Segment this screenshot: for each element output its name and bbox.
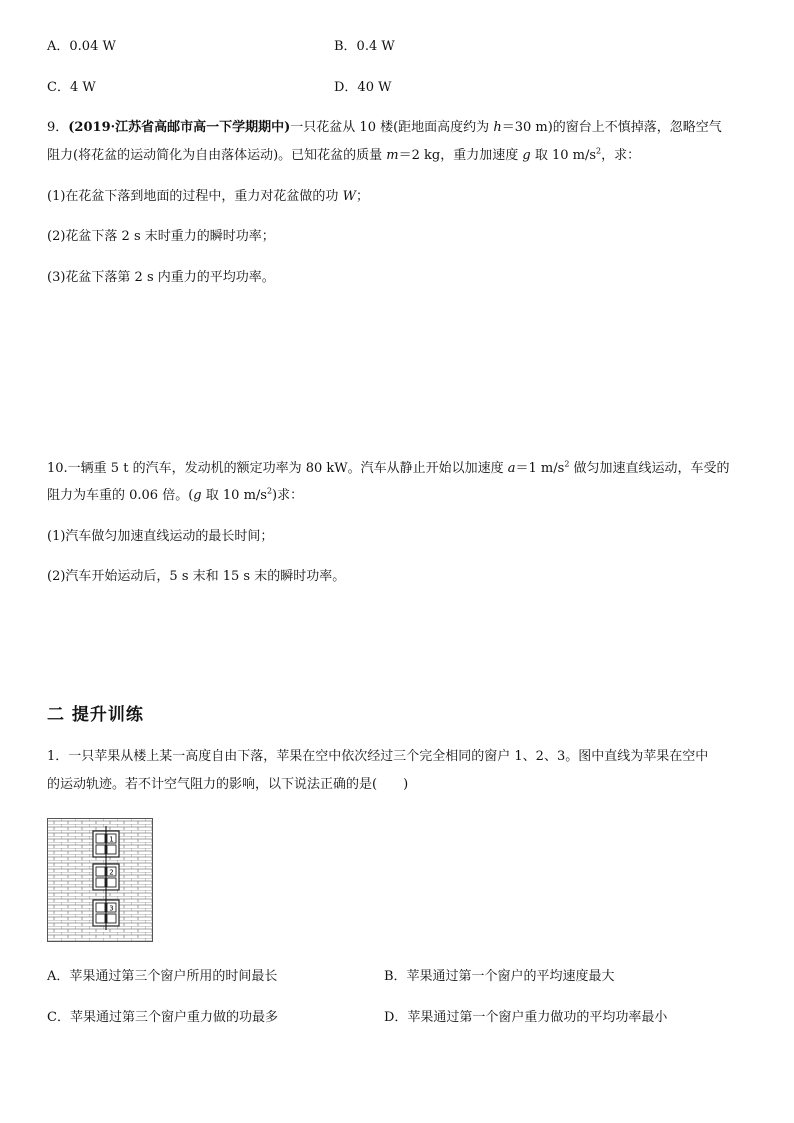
window-2-label: 2 bbox=[109, 868, 114, 877]
q10-sub-2: (2)汽车开始运动后，5 s 末和 15 s 末的瞬时功率。 bbox=[47, 569, 346, 584]
brick-wall-windows-figure bbox=[47, 818, 153, 942]
q8-option-d: D．40 W bbox=[334, 80, 392, 95]
q10-sub-1: (1)汽车做匀加速直线运动的最长时间； bbox=[47, 529, 274, 544]
q8-option-a: A．0.04 W bbox=[47, 39, 116, 54]
s2q1-option-c: C．苹果通过第三个窗户重力做的功最多 bbox=[47, 1010, 278, 1025]
q9-line-2: 阻力(将花盆的运动简化为自由落体运动)。已知花盆的质量 m＝2 kg，重力加速度 g 取 10 $m/s^2$，求： bbox=[47, 146, 641, 163]
q9-sub-2: (2)花盆下落 2 s 末时重力的瞬时功率； bbox=[47, 229, 275, 244]
q9-number: 9． bbox=[47, 120, 69, 135]
s2q1-option-d: D．苹果通过第一个窗户重力做功的平均功率最小 bbox=[384, 1010, 668, 1025]
q9-sub-1: (1)在花盆下落到地面的过程中，重力对花盆做的功 W； bbox=[47, 189, 369, 204]
q9-source: (2019·江苏省高邮市高一下学期期中) bbox=[68, 120, 291, 135]
q8-option-c: C．4 W bbox=[47, 80, 96, 95]
s2q1-line-1: 1．一只苹果从楼上某一高度自由下落，苹果在空中依次经过三个完全相同的窗户 1、2、3。图中直线为苹果在空中 bbox=[47, 749, 709, 764]
q9-sub-3: (3)花盆下落第 2 s 内重力的平均功率。 bbox=[47, 270, 275, 285]
window-3-label: 3 bbox=[109, 904, 114, 913]
s2q1-option-a: A．苹果通过第三个窗户所用的时间最长 bbox=[47, 969, 278, 984]
s2q1-option-b: B．苹果通过第一个窗户的平均速度最大 bbox=[384, 969, 615, 984]
q10-line-1: 10.一辆重 5 t 的汽车，发动机的额定功率为 80 kW。汽车从静止开始以加速度 a＝1 $m/s^2$ 做匀加速直线运动，车受的 bbox=[47, 459, 730, 476]
q10-line-2: 阻力为车重的 0.06 倍。(g 取 10 $m/s^2$)求： bbox=[47, 486, 304, 503]
window-1-label: 1 bbox=[109, 835, 114, 844]
q9-line-1: 9．(2019·江苏省高邮市高一下学期期中)一只花盆从 10 楼(距地面高度约为 h＝30 m)的窗台上不慎掉落，忽略空气 bbox=[47, 120, 722, 135]
section-heading: 二 提升训练 bbox=[47, 705, 144, 725]
s2q1-line-2: 的运动轨迹。若不计空气阻力的影响，以下说法正确的是( ) bbox=[47, 777, 409, 792]
q8-option-b: B．0.4 W bbox=[334, 39, 395, 54]
